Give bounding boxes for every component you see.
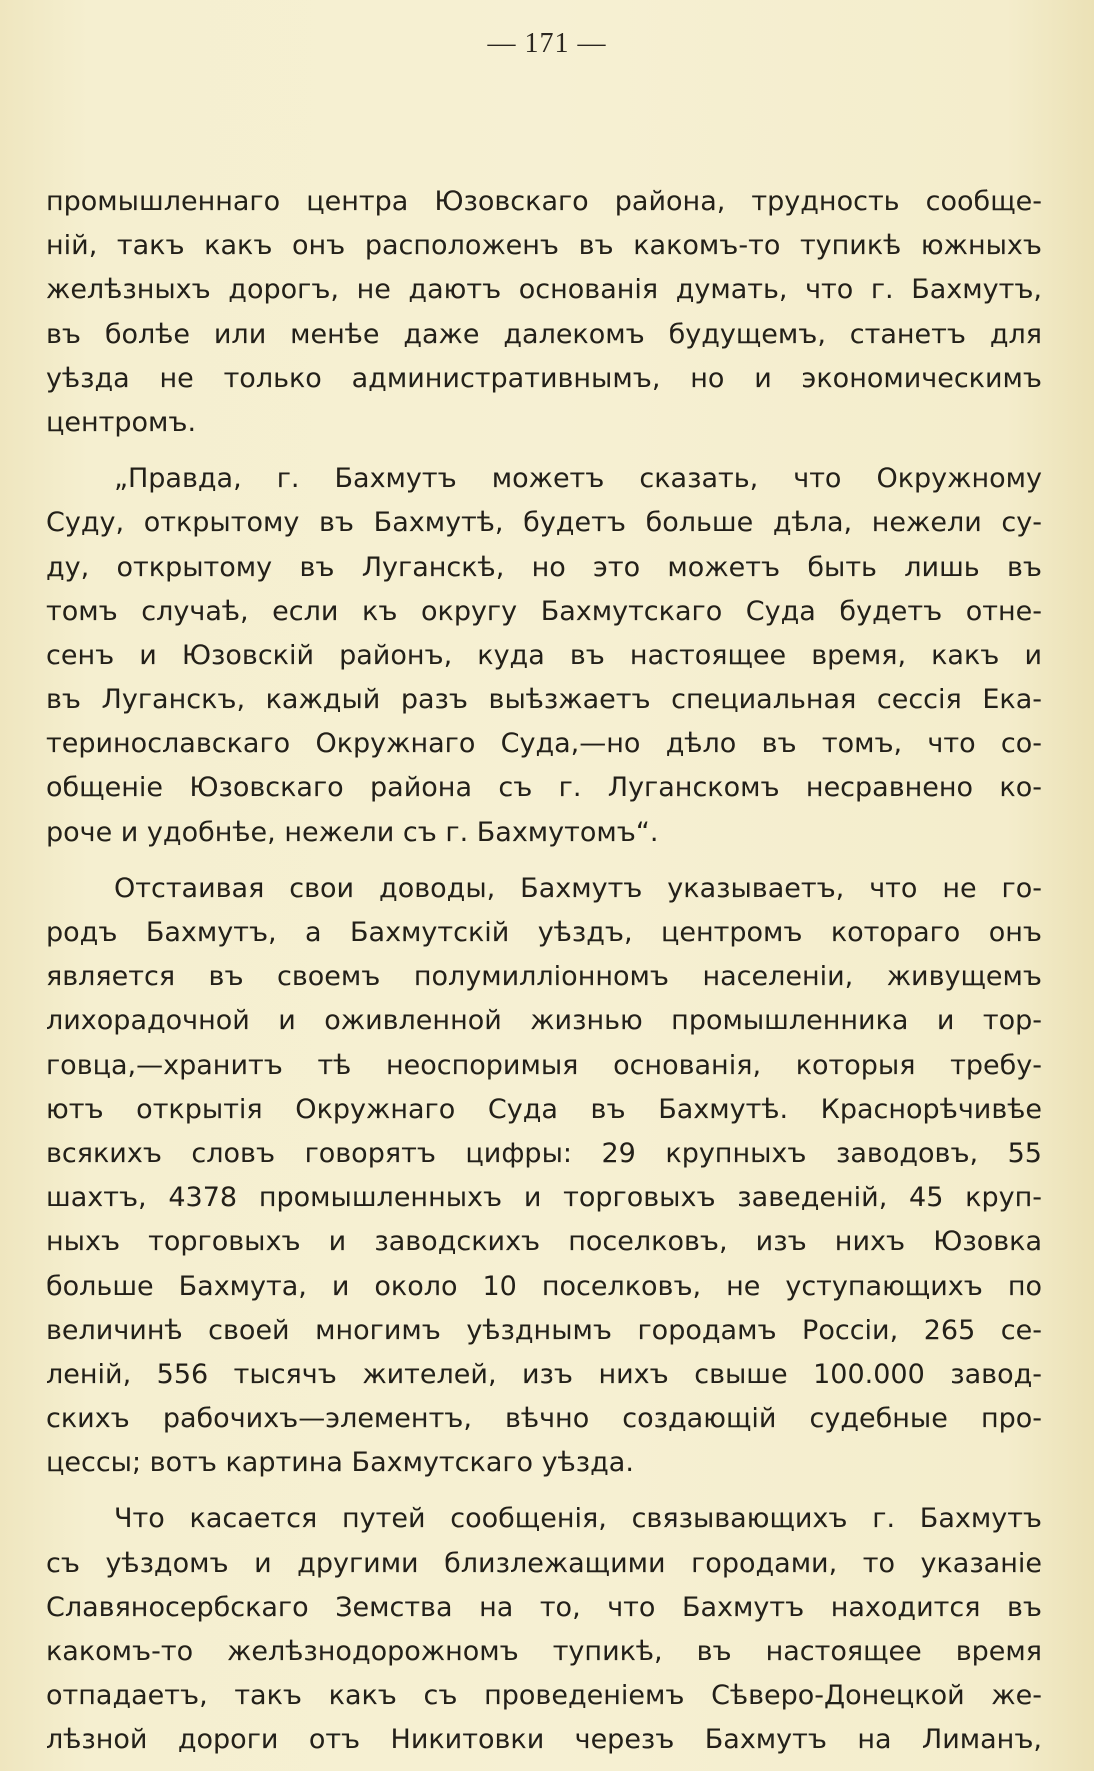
text-line: уѣзда не только административнымъ, но и экономическимъ	[46, 362, 1042, 394]
text-line: отпадаетъ, такъ какъ съ проведеніемъ Сѣверо-Донецкой же-	[46, 1680, 1042, 1712]
text-line: промышленнаго центра Юзовскаго района, трудность сообще-	[46, 186, 1042, 217]
text-line: томъ случаѣ, если къ округу Бахмутскаго Суда будетъ отне-	[46, 595, 1042, 627]
text-line: ній, такъ какъ онъ расположенъ въ какомъ-то тупикѣ южныхъ	[46, 230, 1042, 262]
text-line: какомъ-то желѣзнодорожномъ тупикѣ, въ настоящее время	[46, 1636, 1042, 1667]
text-line: сенъ и Юзовскій районъ, куда въ настоящее время, какъ и	[46, 639, 1042, 671]
text-line: теринославскаго Окружнаго Суда,—но дѣло въ томъ, что со-	[46, 728, 1042, 760]
text-line: Суду, открытому въ Бахмутѣ, будетъ больше дѣла, нежели су-	[46, 507, 1042, 539]
text-line: цессы; вотъ картина Бахмутскаго уѣзда.	[46, 1447, 634, 1479]
text-line: Отстаивая свои доводы, Бахмутъ указываетъ, что не го-	[114, 872, 1042, 904]
paragraph	[46, 867, 1042, 1486]
text-line: ныхъ торговыхъ и заводскихъ поселковъ, изъ нихъ Юзовка	[46, 1226, 1042, 1258]
paragraph	[46, 1497, 1042, 1762]
text-line: всякихъ словъ говорятъ цифры: 29 крупныхъ заводовъ, 55	[46, 1137, 1042, 1169]
text-line: желѣзныхъ дорогъ, не даютъ основанія думать, что г. Бахмутъ,	[46, 274, 1042, 306]
text-line: величинѣ своей многимъ уѣзднымъ городамъ Россіи, 265 се-	[46, 1314, 1042, 1346]
text-line: Славяносербскаго Земства на то, что Бахмутъ находится въ	[46, 1591, 1042, 1623]
text-line: скихъ рабочихъ—элементъ, вѣчно создающій судебные про-	[46, 1403, 1042, 1435]
text-line: съ уѣздомъ и другими близлежащими городами, то указаніе	[46, 1547, 1042, 1579]
text-line: говца,—хранитъ тѣ неоспоримыя основанія, которыя требу-	[46, 1049, 1042, 1081]
page-number: — 171 —	[487, 28, 607, 59]
text-line: въ Луганскъ, каждый разъ выѣзжаетъ специальная сессія Ека-	[46, 684, 1042, 716]
text-line: роче и удобнѣе, нежели съ г. Бахмутомъ“.	[46, 816, 659, 848]
text-line: родъ Бахмутъ, а Бахмутскій уѣздъ, центромъ котораго онъ	[46, 917, 1042, 948]
text-body	[46, 180, 1042, 1771]
text-line: центромъ.	[46, 406, 197, 438]
text-line: леній, 556 тысячъ жителей, изъ нихъ свыше 100.000 завод-	[46, 1358, 1042, 1390]
text-line: Что касается путей сообщенія, связывающихъ г. Бахмутъ	[114, 1503, 1042, 1535]
text-line: въ болѣе или менѣе даже далекомъ будущемъ, станетъ для	[46, 318, 1042, 350]
text-line: лѣзной дороги отъ Никитовки черезъ Бахмутъ на Лиманъ,	[46, 1724, 1042, 1756]
text-line: общеніе Юзовскаго района съ г. Луганскомъ несравнено ко-	[46, 772, 1042, 804]
text-line: лихорадочной и оживленной жизнью промышленника и тор-	[46, 1005, 1042, 1037]
text-line: ду, открытому въ Луганскѣ, но это можетъ быть лишь въ	[46, 551, 1042, 583]
paragraph	[46, 180, 1042, 445]
text-line: „Правда, г. Бахмутъ можетъ сказать, что Окружному	[114, 463, 1042, 495]
paragraph	[46, 457, 1042, 855]
text-line: ютъ открытія Окружнаго Суда въ Бахмутѣ. Краснорѣчивѣе	[46, 1093, 1042, 1125]
text-line: больше Бахмута, и около 10 поселковъ, не уступающихъ по	[46, 1270, 1042, 1302]
text-line: является въ своемъ полумилліонномъ населеніи, живущемъ	[46, 961, 1042, 993]
text-line: шахтъ, 4378 промышленныхъ и торговыхъ заведеній, 45 круп-	[46, 1182, 1042, 1214]
